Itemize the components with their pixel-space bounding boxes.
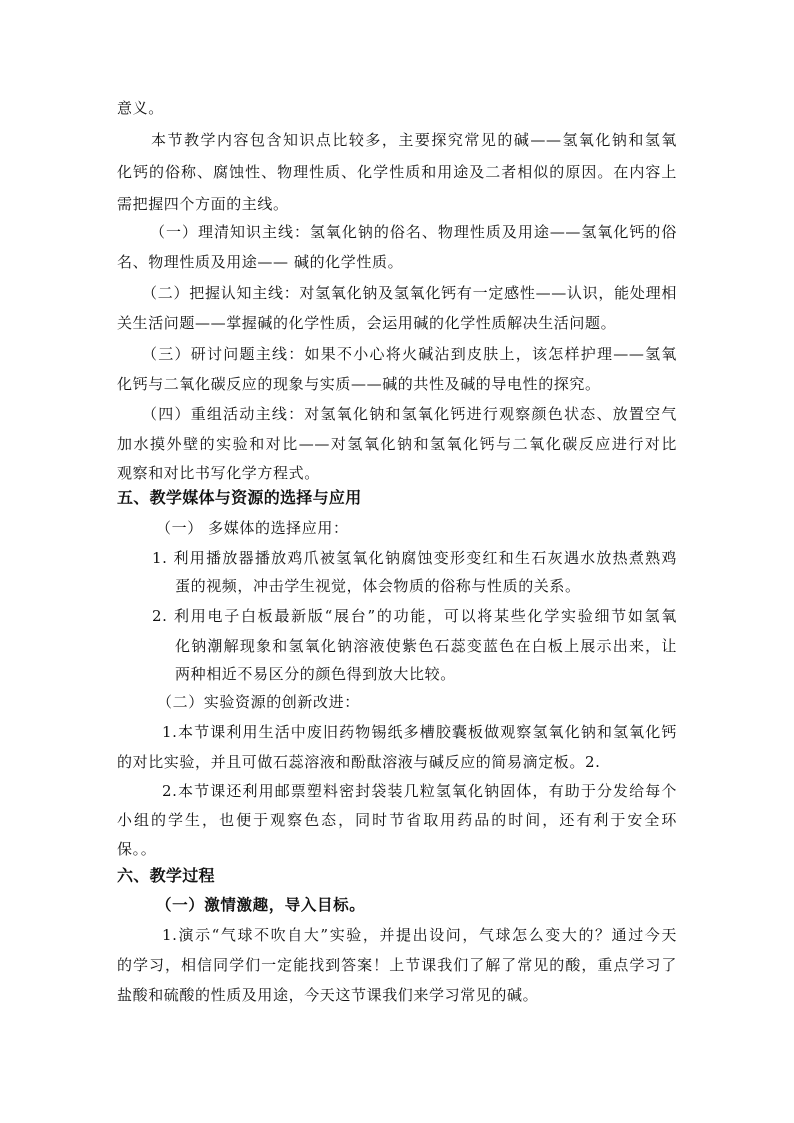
paragraph-line: 名、物理性质及用途—— 碱的化学性质。 <box>117 253 404 271</box>
subsection-title: （二）实验资源的创新改进： <box>157 693 360 711</box>
paragraph-line: 化钙的俗称、腐蚀性、物理性质、化学性质和用途及二者相似的原因。在内容上 <box>117 163 677 181</box>
subsection-title: （一） 多媒体的选择应用： <box>156 519 349 537</box>
paragraph-line: 的对比实验，并且可做石蕊溶液和酚酞溶液与碱反应的简易滴定板。2. <box>117 753 601 771</box>
paragraph-line: 需把握四个方面的主线。 <box>117 195 289 213</box>
section-heading: 五、教学媒体与资源的选择与应用 <box>117 488 362 507</box>
paragraph-line: （四）重组活动主线：对氢氧化钠和氢氧化钙进行观察颜色状态、放置空气 <box>142 405 677 423</box>
list-item-continuation: 两种相近不易区分的颜色得到放大比较。 <box>175 665 456 683</box>
paragraph-line: 化钙与二氧化碳反应的现象与实质——碱的共性及碱的导电性的探究。 <box>117 375 601 393</box>
list-item-continuation: 化钠潮解现象和氢氧化钠溶液使紫色石蕊变蓝色在白板上展示出来，让 <box>175 637 677 655</box>
paragraph-line: 关生活问题——掌握碱的化学性质，会运用碱的化学性质解决生活问题。 <box>117 314 617 332</box>
continued-line: 意义。 <box>117 99 164 117</box>
paragraph-line: 本节教学内容包含知识点比较多，主要探究常见的碱——氢氧化钠和氢氧 <box>151 131 677 149</box>
paragraph-line: 1.演示“气球不吹自大”实验，并提出设问，气球怎么变大的？通过今天 <box>162 926 677 944</box>
paragraph-line: （二）把握认知主线：对氢氧化钠及氢氧化钙有一定感性——认识，能处理相 <box>142 284 677 302</box>
paragraph-line: （三）研讨问题主线：如果不小心将火碱沾到皮肤上，该怎样护理——氢氧 <box>142 345 677 363</box>
paragraph-line: 的学习，相信同学们一定能找到答案！上节课我们了解了常见的酸，重点学习了 <box>117 956 677 974</box>
list-item: 2. 利用电子白板最新版“展台”的功能，可以将某些化学实验细节如氢氧 <box>152 607 677 625</box>
list-item: 1. 利用播放器播放鸡爪被氢氧化钠腐蚀变形变红和生石灰遇水放热煮熟鸡 <box>152 549 677 567</box>
paragraph-line: 小组的学生，也便于观察色态，同时节省取用药品的时间，还有利于安全环 <box>117 811 677 829</box>
paragraph-line: （一）理清知识主线：氢氧化钠的俗名、物理性质及用途——氢氧化钙的俗 <box>150 223 677 241</box>
paragraph-line: 2.本节课还利用邮票塑料密封袋装几粒氢氧化钠固体，有助于分发给每个 <box>162 782 677 800</box>
paragraph-line: 加水摸外壁的实验和对比——对氢氧化钠和氢氧化钙与二氧化碳反应进行对比 <box>117 435 677 453</box>
subsection-title: （一）激情激趣，导入目标。 <box>156 896 366 914</box>
paragraph-line: 保。。 <box>117 840 157 858</box>
paragraph-line: 盐酸和硫酸的性质及用途，今天这节课我们来学习常见的碱。 <box>117 986 539 1004</box>
list-item-continuation: 蛋的视频，冲击学生视觉，体会物质的俗称与性质的关系。 <box>175 577 581 595</box>
paragraph-line: 1.本节课利用生活中废旧药物锡纸多槽胶囊板做观察氢氧化钠和氢氧化钙 <box>162 723 677 741</box>
section-heading: 六、教学过程 <box>117 866 215 885</box>
paragraph-line: 观察和对比书写化学方程式。 <box>117 464 320 482</box>
